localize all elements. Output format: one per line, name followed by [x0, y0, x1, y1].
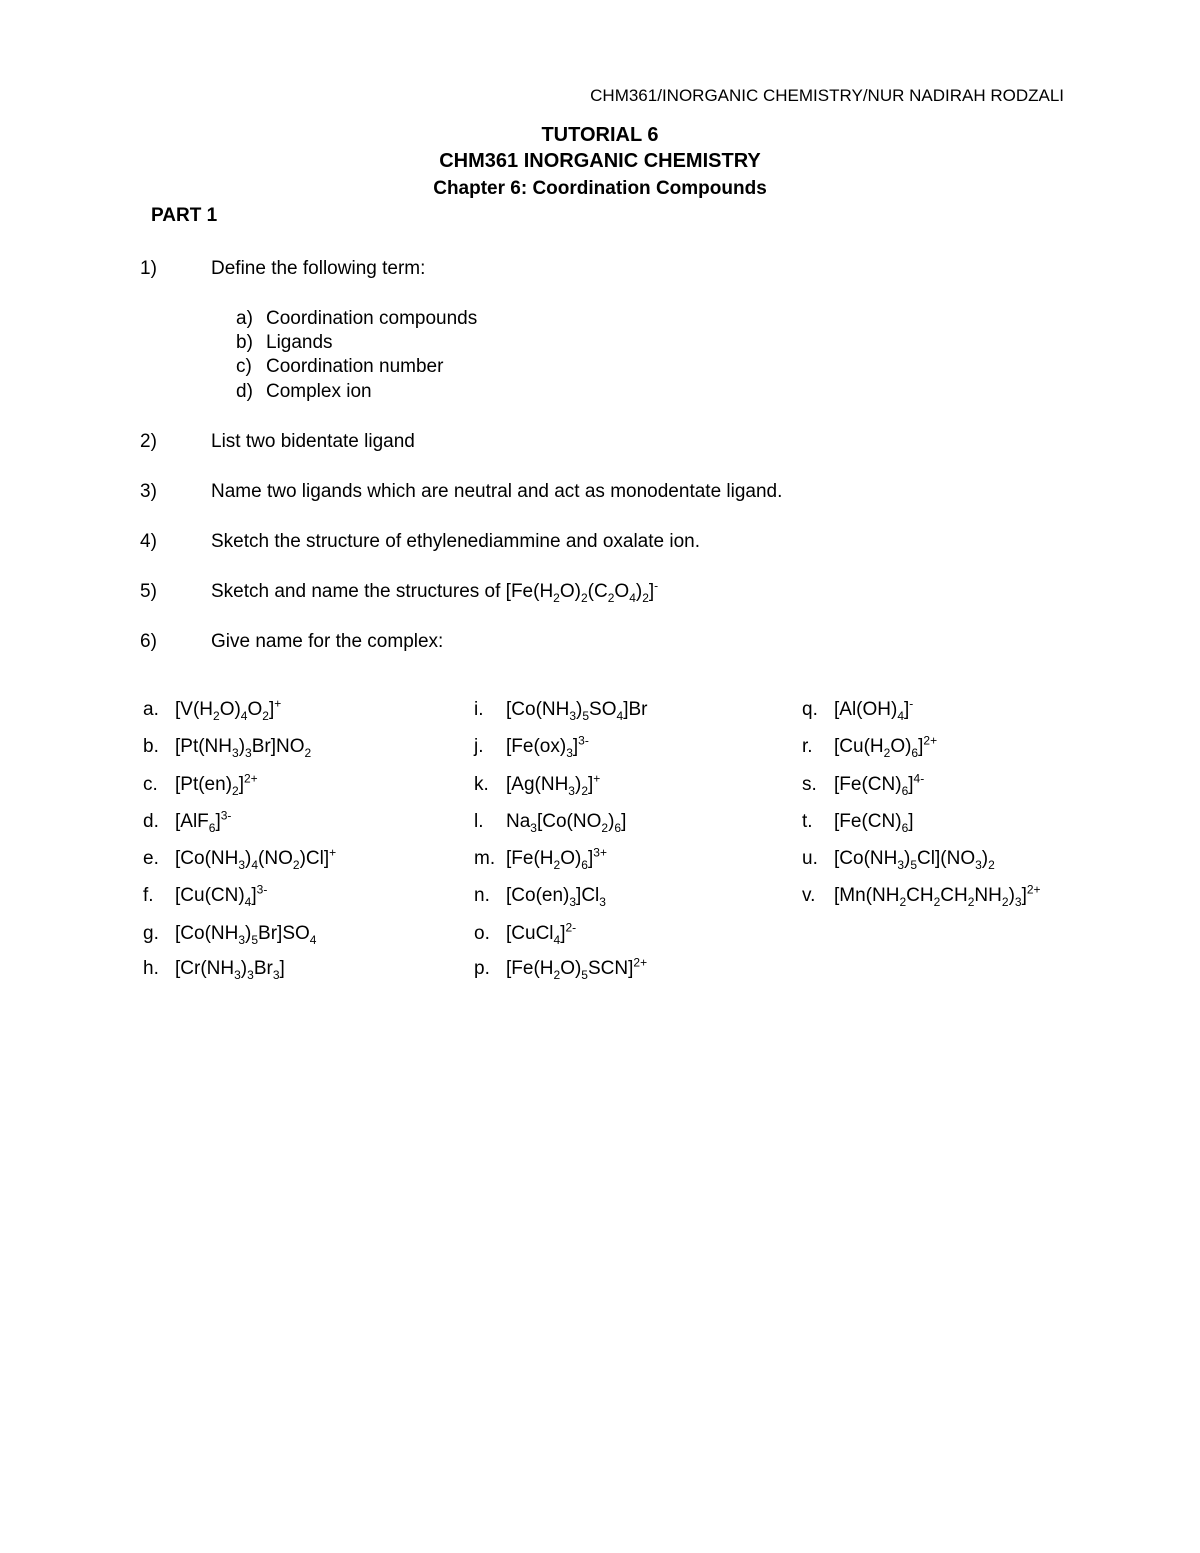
question-number: 1): [140, 258, 157, 279]
complex-label: s.: [802, 774, 817, 795]
complex-label: g.: [143, 923, 159, 944]
course-title: CHM361 INORGANIC CHEMISTRY: [439, 150, 761, 172]
complex-label: b.: [143, 736, 159, 757]
complex-label: a.: [143, 699, 159, 720]
complex-formula: $[V(H_2O)_4O_2]^+$: [175, 696, 282, 723]
complex-item: [143, 882, 268, 909]
complex-label: q.: [802, 699, 818, 720]
question-text: List two bidentate ligand: [211, 431, 415, 452]
define-term-item: [236, 308, 477, 330]
complex-item: [802, 811, 914, 833]
question-text: Sketch and name the structures of $[Fe(H_2O)_2(C_2O_4)_2]^-$: [211, 578, 659, 605]
complex-formula: $[Fe(H_2O)_6]^{3+}$: [506, 845, 607, 872]
question-text: Name two ligands which are neutral and act as monodentate ligand.: [211, 481, 783, 502]
complex-item: [143, 845, 337, 872]
define-term-label: b): [236, 332, 253, 353]
complex-item: [802, 733, 938, 760]
complex-label: p.: [474, 958, 490, 979]
complex-label: m.: [474, 848, 496, 869]
complex-label: l.: [474, 811, 484, 832]
complex-label: i.: [474, 699, 484, 720]
part-heading: PART 1: [151, 205, 218, 226]
complex-item: [474, 920, 577, 947]
chapter-title: Chapter 6: Coordination Compounds: [433, 178, 767, 199]
question-text: Define the following term:: [211, 258, 426, 279]
complex-item: [143, 771, 258, 798]
page-header: CHM361/INORGANIC CHEMISTRY/NUR NADIRAH RODZALI: [590, 86, 1064, 105]
define-term-text: Ligands: [266, 332, 333, 353]
complex-label: v.: [802, 885, 816, 906]
define-term-item: [236, 332, 333, 354]
complex-item: [802, 771, 925, 798]
complex-item: [474, 733, 589, 760]
define-term-item: [236, 356, 443, 378]
complex-label: f.: [143, 885, 154, 906]
complex-item: [143, 958, 285, 980]
complex-label: n.: [474, 885, 490, 906]
complex-item: [143, 696, 282, 723]
complex-formula: $[Co(NH_3)_5Cl](NO_3)_2$: [834, 848, 995, 872]
complex-formula: $[Fe(CN)_6]^{4-}$: [834, 771, 925, 798]
define-term-text: Coordination compounds: [266, 308, 478, 329]
define-term-text: Coordination number: [266, 356, 444, 377]
define-term-label: a): [236, 308, 253, 329]
complex-formula: $[Co(NH_3)_4(NO_2)Cl]^+$: [175, 845, 337, 872]
define-term-text: Complex ion: [266, 381, 372, 402]
complex-item: [802, 882, 1041, 909]
complex-label: u.: [802, 848, 818, 869]
question-number: 2): [140, 431, 157, 452]
complex-label: d.: [143, 811, 159, 832]
complex-formula: $[AlF_6]^{3-}$: [175, 808, 232, 835]
question-text: Give name for the complex:: [211, 631, 444, 652]
question-number: 5): [140, 581, 157, 602]
complex-label: k.: [474, 774, 489, 795]
complex-formula: $Na_3[Co(NO_2)_6]$: [506, 811, 627, 835]
complex-label: r.: [802, 736, 813, 757]
define-term-item: [236, 381, 372, 403]
complex-item: [474, 811, 626, 833]
complex-item: [474, 885, 606, 907]
tutorial-title: TUTORIAL 6: [541, 124, 659, 146]
complex-item: [802, 848, 995, 870]
complex-item: [143, 736, 311, 758]
complex-label: c.: [143, 774, 158, 795]
question-number: 6): [140, 631, 157, 652]
define-term-label: d): [236, 381, 253, 402]
question-number: 3): [140, 481, 157, 502]
complex-formula: $[Co(NH_3)_5Br]SO_4$: [175, 923, 317, 947]
complex-formula: $[Pt(en)_2]^{2+}$: [175, 771, 258, 798]
complex-formula: $[Pt(NH_3)_3Br]NO_2$: [175, 736, 312, 760]
complex-label: h.: [143, 958, 159, 979]
complex-formula: $[Fe(ox)_3]^{3-}$: [506, 733, 589, 760]
complex-item: [802, 696, 914, 723]
complex-label: t.: [802, 811, 813, 832]
complex-formula: $[Cu(CN)_4]^{3-}$: [175, 882, 268, 909]
complex-formula: $[Cu(H_2O)_6]^{2+}$: [834, 733, 938, 760]
complex-item: [474, 955, 648, 982]
complex-label: o.: [474, 923, 490, 944]
complex-item: [474, 771, 601, 798]
complex-item: [474, 699, 647, 721]
complex-formula: $[Co(en)_3]Cl_3$: [506, 885, 606, 909]
complex-item: [143, 808, 232, 835]
complex-formula: $[Fe(CN)_6]$: [834, 811, 914, 835]
complex-label: j.: [474, 736, 484, 757]
complex-formula: $[Ag(NH_3)_2]^+$: [506, 771, 601, 798]
complex-formula: [CuCl$_4$]$^{2-}$: [506, 920, 577, 947]
complex-item: [474, 845, 607, 872]
question-number: 4): [140, 531, 157, 552]
complex-label: e.: [143, 848, 159, 869]
define-term-label: c): [236, 356, 252, 377]
complex-formula: $[Mn(NH_2CH_2CH_2NH_2)_3]^{2+}$: [834, 882, 1041, 909]
complex-formula: $[Fe(H_2O)_5SCN]^{2+}$: [506, 955, 648, 982]
complex-formula: $[Al(OH)_4]^-$: [834, 696, 914, 723]
complex-formula: $[Cr(NH_3)_3Br_3]$: [175, 958, 285, 982]
complex-item: [143, 923, 316, 945]
question-text: Sketch the structure of ethylenediammine and oxalate ion.: [211, 531, 701, 552]
complex-formula: $[Co(NH_3)_5SO_4]Br$: [506, 699, 648, 723]
